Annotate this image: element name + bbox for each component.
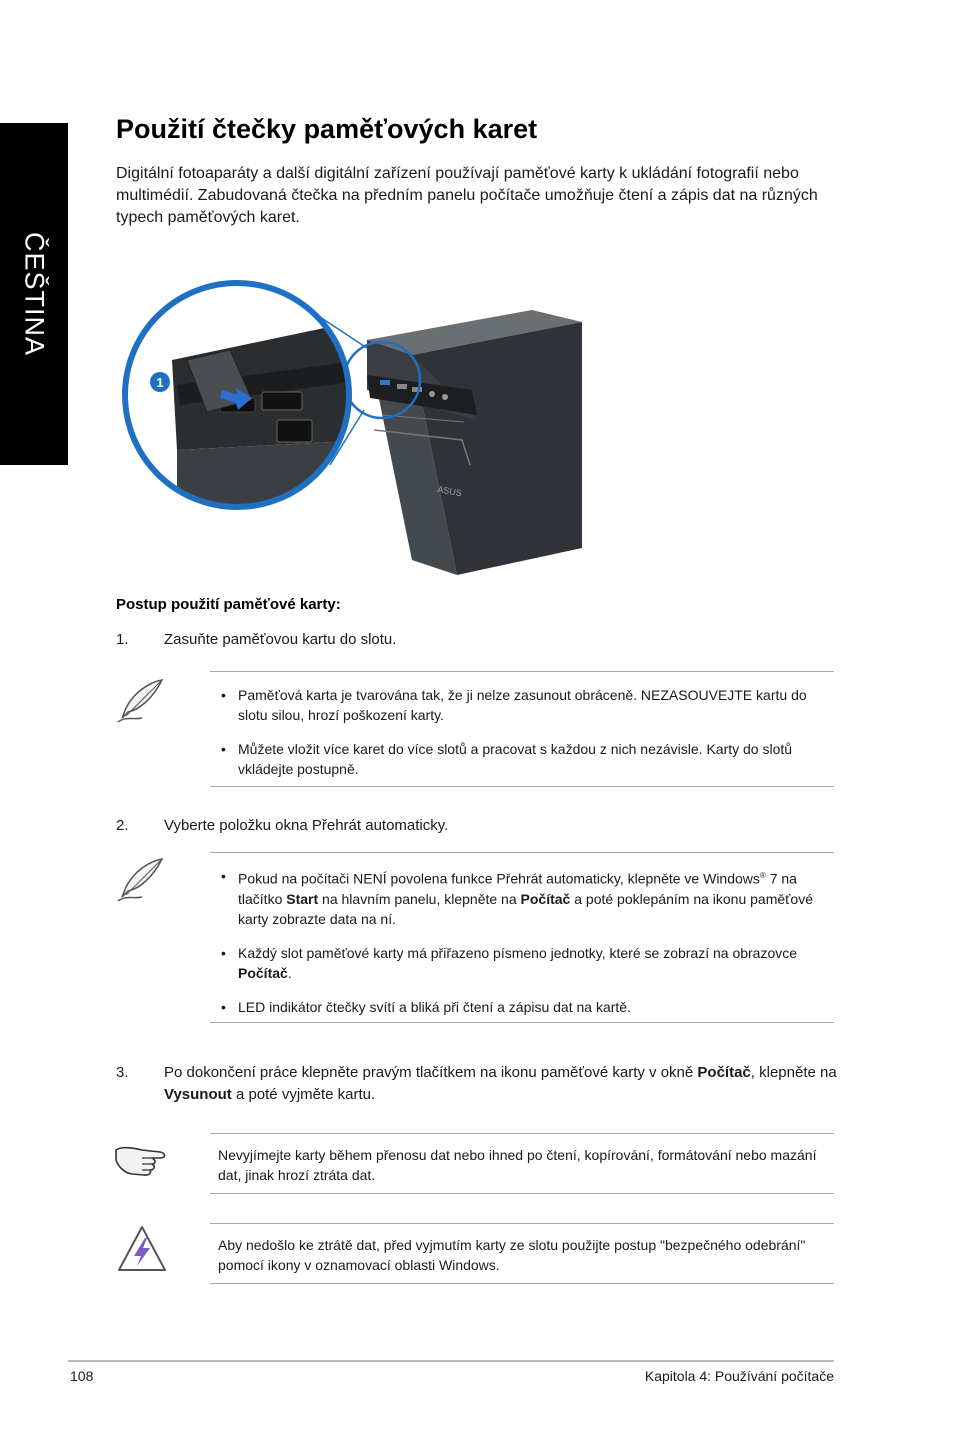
step-text: Vyberte položku okna Přehrát automaticky. xyxy=(164,817,449,834)
procedure-title: Postup použití paměťové karty: xyxy=(116,596,341,613)
card-reader-figure xyxy=(112,280,592,580)
caution-box xyxy=(210,1133,834,1194)
note-bullet: • Paměťová karta je tvarována tak, že ji nelze zasunout obráceně. NEZASOUVEJTE kartu do slotu silou, hrozí poškození karty. xyxy=(221,687,807,723)
note-box-2 xyxy=(210,852,834,1023)
note-bullet: • Pokud na počítači NENÍ povolena funkce Přehrát automaticky, klepněte ve Windows® 7 na tlačítko Start na hlavním panelu, klepněte na Počítač a poté poklepáním na ikonu paměťové karty zobrazte data na ní. xyxy=(221,868,813,927)
page-title: Použití čtečky paměťových karet xyxy=(116,114,538,144)
note-feather-icon xyxy=(112,676,168,731)
language-label: ČEŠTINA xyxy=(19,231,50,357)
step-number: 1. xyxy=(116,631,129,648)
step-text: Po dokončení práce klepněte pravým tlačítkem na ikonu paměťové karty v okně Počítač, klepněte na Vysunout a poté vyjměte kartu. xyxy=(164,1064,837,1103)
note-bullet: • LED indikátor čtečky svítí a bliká při čtení a zápisu dat na kartě. xyxy=(221,998,631,1015)
callout-number: 1 xyxy=(156,375,164,390)
warning-triangle-icon xyxy=(116,1224,168,1279)
page-number: 108 xyxy=(70,1368,94,1384)
note-box-1 xyxy=(210,671,834,787)
note-feather-icon xyxy=(112,855,168,910)
caution-hand-icon xyxy=(112,1136,176,1189)
note-bullet: • Můžete vložit více karet do více slotů a pracovat s každou z nich nezávisle. Karty do slotů vkládejte postupně. xyxy=(221,741,793,777)
intro-paragraph: Digitální fotoaparáty a další digitální zařízení používají paměťové karty k ukládání fotografií nebo multimédií. Zabudovaná čtečka na předním panelu počítače umožňuje čtení a zápis dat na různých typech paměťových karet. xyxy=(116,165,818,226)
step-number: 2. xyxy=(116,817,129,834)
pc-tower-illustration xyxy=(112,280,592,580)
warning-text: Aby nedošlo ke ztrátě dat, před vyjmutím karty ze slotu použijte postup "bezpečného odebrání" pomocí ikony v oznamovací oblasti Windows. xyxy=(218,1237,806,1273)
tower-card-slot xyxy=(380,380,390,385)
warning-box xyxy=(210,1223,834,1284)
language-side-tab xyxy=(0,123,68,465)
chapter-label: Kapitola 4: Používání počítače xyxy=(644,1368,834,1384)
caution-text: Nevyjímejte karty během přenosu dat nebo ihned po čtení, kopírování, formátování nebo mazání dat, jinak hrozí ztráta dat. xyxy=(218,1147,817,1183)
tower-brand-logo: ASUS xyxy=(436,484,463,499)
step-text: Zasuňte paměťovou kartu do slotu. xyxy=(164,631,397,648)
note-bullet: • Každý slot paměťové karty má přiřazeno písmeno jednotky, které se zobrazí na obrazovce Počítač. xyxy=(221,944,798,981)
footer-divider xyxy=(68,1360,834,1362)
step-number: 3. xyxy=(116,1064,129,1081)
